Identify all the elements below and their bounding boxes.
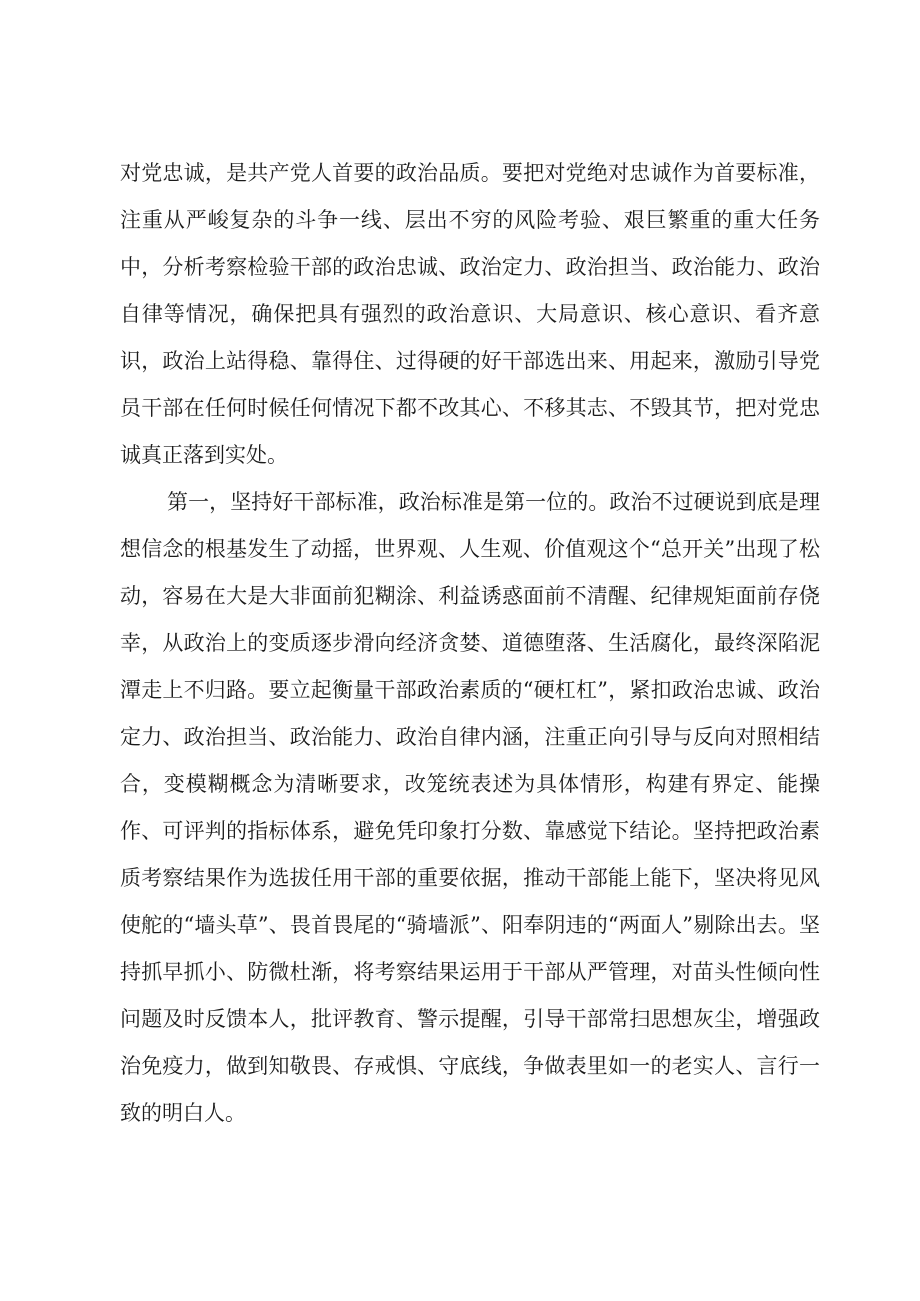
paragraph-loyalty: 对党忠诚，是共产党人首要的政治品质。要把对党绝对忠诚作为首要标准，注重从严峻复杂的斗争一线、层出不穷的风险考验、艰巨繁重的重大任务中，分析考察检验干部的政治忠诚、政治定力、政治担当、政治能力、政治自律等情况，确保把具有强烈的政治意识、大局意识、核心意识、看齐意识，政治上站得稳、靠得住、过得硬的好干部选出来、用起来，激励引导党员干部在任何时候任何情况下都不改其心、不移其志、不毁其节，把对党忠诚真正落到实处。: [120, 161, 820, 467]
paragraph-first-standard: 第一，坚持好干部标准，政治标准是第一位的。政治不过硬说到底是理想信念的根基发生了动摇，世界观、人生观、价值观这个“总开关”出现了松动，容易在大是大非面前犯糊涂、利益诱惑面前不清醒、纪律规矩面前存侥幸，从政治上的变质逐步滑向经济贪婪、道德堕落、生活腐化，最终深陷泥潭走上不归路。要立起衡量干部政治素质的“硬杠杠”，紧扣政治忠诚、政治定力、政治担当、政治能力、政治自律内涵，注重正向引导与反向对照相结合，变模糊概念为清晰要求，改笼统表述为具体情形，构建有界定、能操作、可评判的指标体系，避免凭印象打分数、靠感觉下结论。坚持把政治素质考察结果作为选拔任用干部的重要依据，推动干部能上能下，坚决将见风使舵的“墙头草”、畏首畏尾的“骑墙派”、阳奉阴违的“两面人”剔除出去。坚持抓早抓小、防微杜渐，将考察结果运用于干部从严管理，对苗头性倾向性问题及时反馈本人，批评教育、警示提醒，引导干部常扫思想灰尘，增强政治免疫力，做到知敬畏、存戒惧、守底线，争做表里如一的老实人、言行一致的明白人。: [120, 490, 820, 1125]
body-text: [120, 150, 820, 1137]
